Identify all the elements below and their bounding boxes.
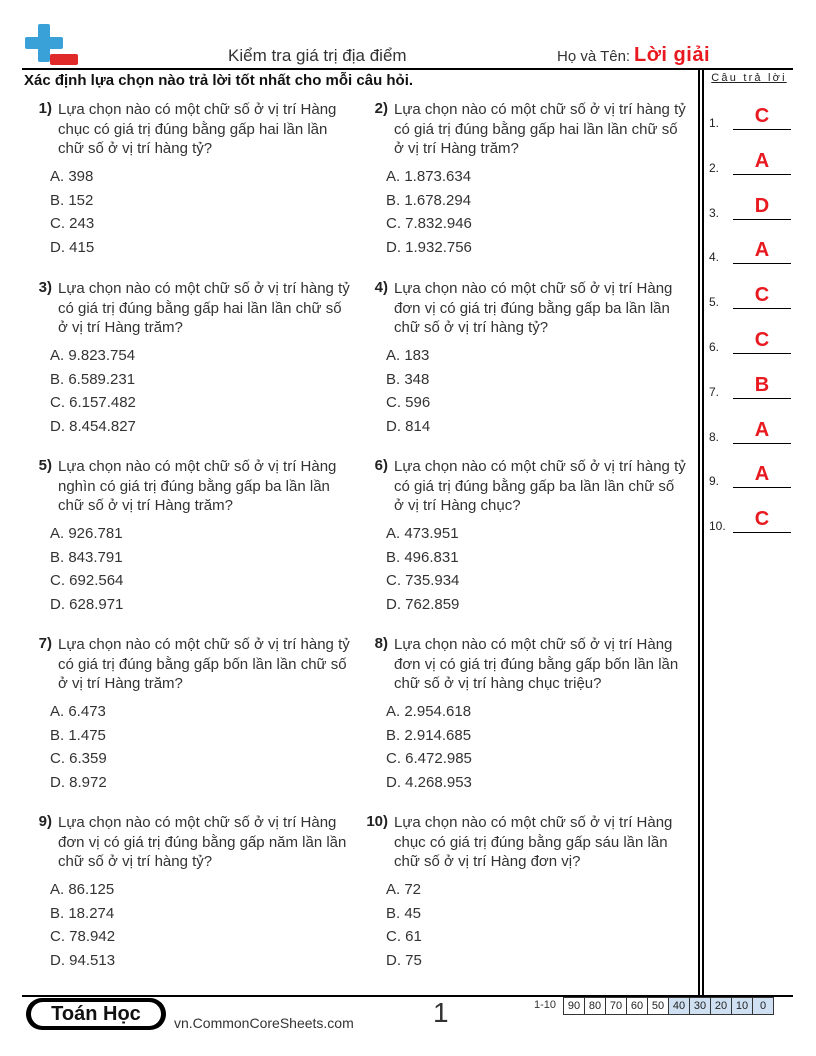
- answer-blank-line: [733, 487, 791, 488]
- question-4: [358, 279, 683, 449]
- option-b: B. 152: [50, 191, 94, 209]
- option-list: [50, 702, 107, 796]
- score-cell: 90: [563, 997, 585, 1015]
- page-number: 1: [433, 997, 449, 1028]
- option-a: A. 9.823.754: [50, 347, 136, 364]
- answer-row: [709, 284, 793, 310]
- answer-row: [709, 194, 793, 220]
- answer-value: A: [754, 239, 770, 262]
- score-cell: 70: [605, 997, 627, 1015]
- answer-number: 7.: [709, 384, 720, 399]
- answer-value: A: [754, 418, 770, 441]
- answer-blank-line: [733, 398, 791, 399]
- question-number: 1): [38, 100, 52, 117]
- question-text: Lựa chọn nào có một chữ số ở vị trí Hàng đơn vị có giá trị đúng bằng gấp năm lần lần chữ số ở vị trí hàng tỷ?: [58, 814, 347, 870]
- option-c: C. 243: [50, 215, 95, 232]
- option-b: B. 18.274: [50, 904, 115, 922]
- answer-row: [709, 418, 793, 444]
- option-c: C. 78.942: [50, 928, 116, 945]
- answer-value: C: [754, 284, 770, 307]
- score-cell: 0: [752, 997, 774, 1015]
- question-7: [22, 635, 350, 805]
- score-cell: 30: [689, 997, 711, 1015]
- score-cell: 80: [584, 997, 606, 1015]
- question-number: 4): [374, 279, 388, 296]
- question-text: Lựa chọn nào có một chữ số ở vị trí hàng tỷ có giá trị đúng bằng gấp hai lần lần chữ số ở vị trí Hàng trăm?: [58, 280, 350, 336]
- option-c: C. 596: [386, 394, 431, 411]
- question-1: [22, 100, 347, 270]
- instructions: Xác định lựa chọn nào trả lời tốt nhất cho mỗi câu hỏi.: [24, 72, 414, 89]
- question-text: Lựa chọn nào có một chữ số ở vị trí Hàng đơn vị có giá trị đúng bằng gấp bốn lần lần chữ số ở vị trí hàng chục triệu?: [394, 636, 679, 692]
- answer-blank-line: [733, 353, 791, 354]
- brand-label: Toán Học: [31, 1002, 161, 1026]
- page-title: Kiểm tra giá trị địa điểm: [228, 46, 407, 65]
- option-list: [50, 167, 94, 261]
- answer-column-divider: [698, 68, 700, 996]
- option-b: B. 45: [386, 904, 422, 922]
- answer-blank-line: [733, 263, 791, 264]
- option-a: A. 398: [50, 168, 94, 185]
- answer-row: [709, 463, 793, 489]
- question-text: Lựa chọn nào có một chữ số ở vị trí hàng tỷ có giá trị đúng bằng gấp hai lần lần chữ số ở vị trí Hàng trăm?: [394, 101, 686, 157]
- answer-blank-line: [733, 129, 791, 130]
- option-list: [386, 346, 430, 440]
- top-divider: [22, 68, 793, 70]
- name-label: Họ và Tên:: [557, 48, 631, 65]
- option-c: C. 6.157.482: [50, 394, 136, 411]
- option-d: D. 4.268.953: [386, 773, 472, 791]
- option-list: [386, 880, 422, 974]
- question-10: [358, 813, 683, 983]
- option-b: B. 1.678.294: [386, 191, 472, 209]
- question-number: 8): [374, 635, 388, 652]
- option-a: A. 183: [386, 347, 430, 364]
- option-c: C. 735.934: [386, 572, 460, 589]
- answer-column-divider: [702, 68, 704, 996]
- option-d: D. 8.454.827: [50, 417, 136, 435]
- brand-badge: [26, 998, 166, 1030]
- option-d: D. 762.859: [386, 595, 460, 613]
- option-list: [386, 702, 472, 796]
- option-d: D. 75: [386, 951, 422, 969]
- question-number: 7): [38, 635, 52, 652]
- answer-number: 2.: [709, 160, 720, 175]
- question-number: 3): [38, 279, 52, 296]
- answer-number: 3.: [709, 205, 720, 220]
- answer-number: 6.: [709, 340, 720, 354]
- score-cell: 60: [626, 997, 648, 1015]
- option-c: C. 6.359: [50, 750, 107, 767]
- answer-row: [709, 329, 793, 354]
- question-text: Lựa chọn nào có một chữ số ở vị trí Hàng nghìn có giá trị đúng bằng gấp ba lần lần chữ số ở vị trí Hàng trăm?: [58, 458, 337, 514]
- option-c: C. 6.472.985: [386, 750, 472, 767]
- question-number: 10): [366, 813, 388, 830]
- option-d: D. 94.513: [50, 951, 116, 969]
- option-a: A. 926.781: [50, 525, 123, 542]
- answer-number: 5.: [709, 295, 720, 310]
- answer-blank-line: [733, 443, 791, 444]
- option-d: D. 415: [50, 238, 95, 256]
- option-d: D. 1.932.756: [386, 238, 472, 256]
- option-d: D. 814: [386, 417, 431, 435]
- question-text: Lựa chọn nào có một chữ số ở vị trí Hàng chục có giá trị đúng bằng gấp hai lần lần chữ số ở vị trí hàng tỷ?: [58, 101, 337, 157]
- option-d: D. 628.971: [50, 595, 124, 613]
- answer-value: B: [754, 373, 770, 396]
- question-6: [358, 457, 686, 627]
- option-a: A. 86.125: [50, 881, 115, 898]
- option-b: B. 348: [386, 370, 430, 388]
- option-a: A. 72: [386, 881, 422, 898]
- option-list: [386, 167, 472, 261]
- answer-value: D: [754, 194, 770, 217]
- option-b: B. 2.914.685: [386, 726, 472, 744]
- score-table: [564, 997, 774, 1015]
- question-text: Lựa chọn nào có một chữ số ở vị trí Hàng chục có giá trị đúng bằng gấp sáu lần lần chữ số ở vị trí Hàng đơn vị?: [394, 814, 673, 870]
- answer-blank-line: [733, 308, 791, 309]
- option-a: A. 2.954.618: [386, 703, 472, 720]
- option-b: B. 1.475: [50, 726, 106, 744]
- option-a: A. 6.473: [50, 703, 106, 720]
- name-value: Lời giải: [634, 44, 711, 66]
- answer-value: C: [754, 508, 770, 531]
- answer-blank-line: [733, 219, 791, 220]
- answer-row: [709, 149, 793, 175]
- option-list: [50, 880, 115, 974]
- answer-number: 10.: [709, 519, 726, 534]
- option-a: A. 1.873.634: [386, 168, 472, 185]
- answer-blank-line: [733, 174, 791, 175]
- answer-row: [709, 373, 793, 399]
- option-c: C. 61: [386, 928, 422, 945]
- question-text: Lựa chọn nào có một chữ số ở vị trí hàng tỷ có giá trị đúng bằng gấp bốn lần lần chữ số ở vị trí Hàng trăm?: [58, 636, 350, 692]
- option-list: [386, 524, 459, 618]
- answer-number: 8.: [709, 429, 720, 444]
- answer-row: [709, 105, 793, 130]
- option-list: [50, 524, 123, 618]
- answer-key-header: Câu trả lời: [711, 72, 787, 84]
- answer-value: C: [754, 329, 770, 351]
- question-number: 2): [374, 100, 388, 117]
- score-range-label: 1-10: [534, 999, 557, 1011]
- option-c: C. 692.564: [50, 572, 124, 589]
- question-2: [358, 100, 686, 270]
- site-url[interactable]: vn.CommonCoreSheets.com: [174, 1015, 354, 1031]
- question-text: Lựa chọn nào có một chữ số ở vị trí hàng tỷ có giá trị đúng bằng gấp ba lần lần chữ số ở vị trí Hàng chục?: [394, 458, 686, 514]
- answer-row: [709, 508, 793, 534]
- question-9: [22, 813, 347, 983]
- answer-value: A: [754, 149, 770, 172]
- option-d: D. 8.972: [50, 773, 107, 791]
- question-3: [22, 279, 350, 449]
- question-5: [22, 457, 347, 627]
- question-8: [358, 635, 683, 805]
- question-text: Lựa chọn nào có một chữ số ở vị trí Hàng đơn vị có giá trị đúng bằng gấp ba lần lần chữ số ở vị trí hàng tỷ?: [394, 280, 673, 336]
- option-b: B. 496.831: [386, 548, 459, 566]
- score-cell: 50: [647, 997, 669, 1015]
- plus-minus-logo-icon: [22, 22, 80, 68]
- score-cell: 10: [731, 997, 753, 1015]
- score-cell: 20: [710, 997, 732, 1015]
- answer-blank-line: [733, 532, 791, 533]
- answer-row: [709, 239, 793, 265]
- option-c: C. 7.832.946: [386, 215, 472, 232]
- option-b: B. 843.791: [50, 548, 123, 566]
- option-b: B. 6.589.231: [50, 370, 136, 388]
- question-number: 5): [38, 457, 52, 474]
- score-cell: 40: [668, 997, 690, 1015]
- question-number: 9): [38, 813, 52, 830]
- option-list: [50, 346, 136, 440]
- answer-number: 9.: [709, 474, 720, 489]
- answer-number: 4.: [709, 250, 720, 265]
- answer-value: C: [754, 105, 770, 127]
- answer-value: A: [754, 463, 770, 486]
- option-a: A. 473.951: [386, 525, 459, 542]
- answer-number: 1.: [709, 116, 720, 130]
- question-number: 6): [374, 457, 388, 474]
